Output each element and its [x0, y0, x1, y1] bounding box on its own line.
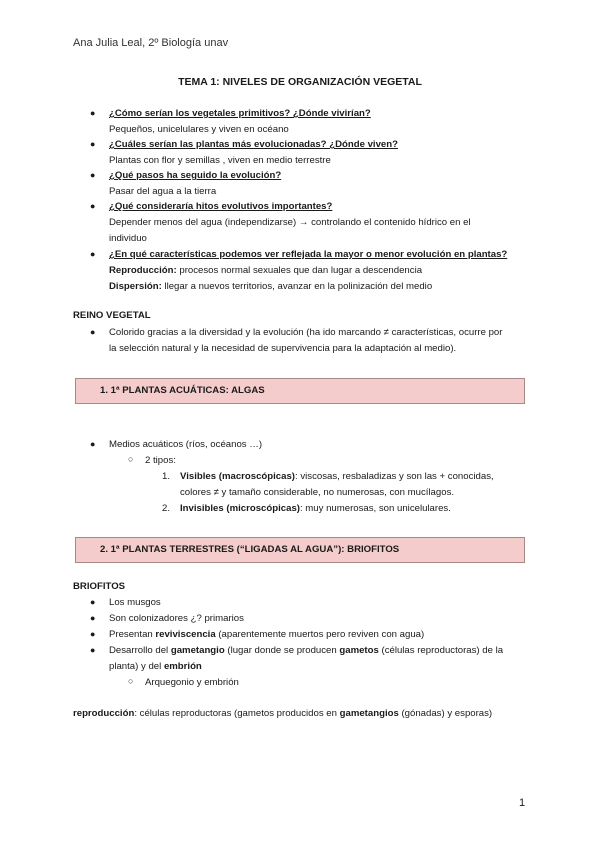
briofitos-item-3: [109, 628, 424, 641]
question-3: ¿Qué pasos ha seguido la evolución?: [109, 170, 282, 181]
bullet: ●: [90, 613, 96, 623]
bullet: ●: [90, 439, 96, 449]
item-1-bold: Visibles (macroscópicas): [180, 471, 296, 482]
item-2: [180, 502, 451, 515]
question-4: ¿Qué consideraría hitos evolutivos importantes?: [109, 201, 333, 212]
bullet: ●: [90, 139, 96, 149]
b4-mid: (lugar donde se producen: [224, 645, 340, 656]
question-5: ¿En qué características podemos ver reflejada la mayor o menor evolución en plantas?: [109, 249, 508, 260]
dispersion-text: llegar a nuevos territorios, avanzar en la polinización del medio: [161, 281, 433, 292]
item-2-number: 2.: [162, 503, 171, 514]
b3-pre: Presentan: [109, 629, 156, 640]
repro-post: (gónadas) y esporas): [398, 708, 493, 719]
circle-bullet: ○: [128, 676, 134, 686]
answer-4-line1: Depender menos del agua (independizarse) → controlando el contenido hídrico en el: [109, 217, 471, 228]
item-1: [180, 470, 494, 483]
b4-pre: Desarrollo del: [109, 645, 171, 656]
document-title: TEMA 1: NIVELES DE ORGANIZACIÓN VEGETAL: [178, 76, 422, 88]
circle-bullet: ○: [128, 454, 134, 464]
briofitos-heading: BRIOFITOS: [73, 581, 126, 592]
bullet: ●: [90, 170, 96, 180]
item-1-text: : viscosas, resbaladizas y son las + conocidas,: [295, 471, 494, 482]
answer-2: Plantas con flor y semillas , viven en medio terrestre: [109, 155, 331, 166]
reino-heading: REINO VEGETAL: [73, 310, 151, 321]
question-2: ¿Cuáles serían las plantas más evolucionadas? ¿Dónde viven?: [109, 139, 398, 150]
bullet: ●: [90, 645, 96, 655]
b3-bold: reviviscencia: [155, 629, 216, 640]
reino-line-1: Colorido gracias a la diversidad y la evolución (ha ido marcando ≠ características, ocurre por: [109, 327, 503, 338]
answer-5-reproduccion: [109, 264, 422, 277]
reproduccion-text: procesos normal sexuales que dan lugar a descendencia: [176, 265, 423, 276]
repro-bold-2: gametangios: [339, 708, 399, 719]
tipos-label: 2 tipos:: [145, 455, 176, 466]
question-1: ¿Cómo serían los vegetales primitivos? ¿Dónde vivirían?: [109, 108, 371, 119]
section-2-heading: 2. 1ª PLANTAS TERRESTRES (“LIGADAS AL AGUA”): BRIOFITOS: [75, 537, 525, 563]
bullet: ●: [90, 249, 96, 259]
answer-5-dispersion: [109, 280, 432, 293]
b4-line2-pre: planta) y del: [109, 661, 164, 672]
bullet: ●: [90, 597, 96, 607]
briofitos-item-4-line-2: [109, 660, 202, 673]
answer-3: Pasar del agua a la tierra: [109, 186, 217, 197]
item-2-text: : muy numerosas, son unicelulares.: [299, 503, 451, 514]
reproduccion-line: [73, 707, 492, 720]
reino-line-2: la selección natural y la necesidad de supervivencia para la adaptación al medio).: [109, 343, 457, 354]
arquegonio: Arquegonio y embrión: [145, 677, 239, 688]
b4-bold-2: gametos: [339, 645, 379, 656]
section-1-heading: 1. 1ª PLANTAS ACUÁTICAS: ALGAS: [75, 378, 525, 404]
item-2-bold: Invisibles (microscópicas): [180, 503, 300, 514]
bullet: ●: [90, 629, 96, 639]
reproduccion-label: Reproducción:: [109, 265, 177, 276]
b4-line2-bold: embrión: [163, 661, 202, 672]
answer-1: Pequeños, unicelulares y viven en océano: [109, 124, 289, 135]
repro-mid: : células reproductoras (gametos producidos en: [134, 708, 340, 719]
page-number: 1: [519, 797, 526, 809]
item-1-number: 1.: [162, 471, 171, 482]
b4-bold-1: gametangio: [170, 645, 225, 656]
item-1-line-2: colores ≠ y tamaño considerable, no numerosas, con mucílagos.: [180, 487, 455, 498]
bullet: ●: [90, 327, 96, 337]
bullet: ●: [90, 201, 96, 211]
briofitos-item-1: Los musgos: [109, 597, 161, 608]
page-header: Ana Julia Leal, 2º Biología unav: [73, 37, 229, 49]
b3-post: (aparentemente muertos pero reviven con agua): [215, 629, 425, 640]
briofitos-item-2: Son colonizadores ¿? primarios: [109, 613, 244, 624]
medios-acuaticos: Medios acuáticos (ríos, océanos …): [109, 439, 263, 450]
bullet: ●: [90, 108, 96, 118]
answer-4-line2: individuo: [109, 233, 147, 244]
dispersion-label: Dispersión:: [109, 281, 162, 292]
repro-bold: reproducción: [73, 708, 135, 719]
b4-post: (células reproductoras) de la: [378, 645, 504, 656]
briofitos-item-4: [109, 644, 503, 657]
